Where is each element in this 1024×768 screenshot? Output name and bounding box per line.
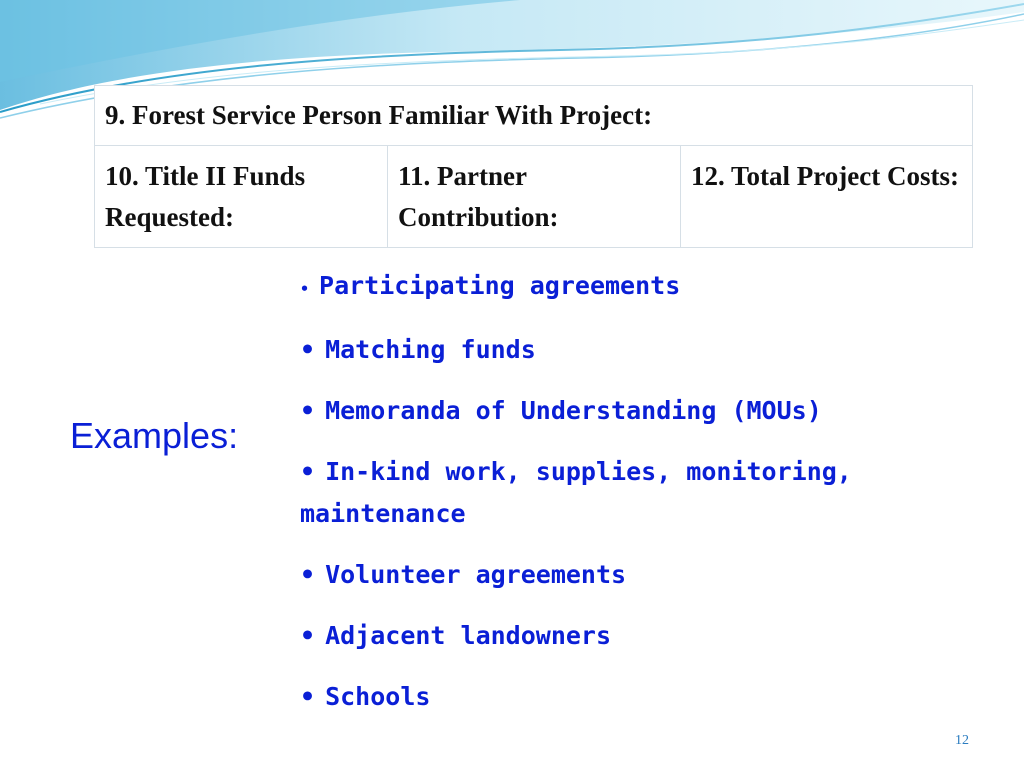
bullet-icon: • (300, 280, 310, 298)
list-item-text: Volunteer agreements (325, 560, 627, 589)
list-item-text: Participating agreements (319, 271, 681, 300)
bullet-icon: • (300, 560, 316, 589)
list-item (300, 451, 980, 535)
table-row (95, 86, 973, 146)
bullet-icon: • (300, 335, 316, 364)
list-item (300, 615, 980, 657)
list-item-text: Matching funds (325, 335, 536, 364)
list-item (300, 329, 980, 371)
total-project-costs-cell: 12. Total Project Costs: (681, 146, 973, 248)
examples-label: Examples: (70, 415, 239, 456)
title-ii-funds-cell: 10. Title II Funds Requested: (95, 146, 388, 248)
list-item (300, 676, 980, 718)
project-form-table (94, 85, 973, 248)
list-item (300, 265, 980, 310)
list-item (300, 554, 980, 596)
bullet-icon: • (300, 682, 316, 711)
list-item-text: In-kind work, supplies, monitoring, maintenance (300, 457, 852, 528)
page-number: 12 (955, 733, 969, 748)
bullet-icon: • (300, 621, 316, 650)
bullet-icon: • (300, 396, 316, 425)
examples-bullet-list (300, 265, 980, 737)
list-item (300, 390, 980, 432)
list-item-text: Memoranda of Understanding (MOUs) (325, 396, 822, 425)
list-item-text: Schools (325, 682, 431, 711)
list-item-text: Adjacent landowners (325, 621, 612, 650)
partner-contribution-cell: 11. Partner Contribution: (388, 146, 681, 248)
table-row (95, 146, 973, 248)
bullet-icon: • (300, 457, 316, 486)
forest-service-person-cell: 9. Forest Service Person Familiar With Project: (95, 86, 973, 146)
